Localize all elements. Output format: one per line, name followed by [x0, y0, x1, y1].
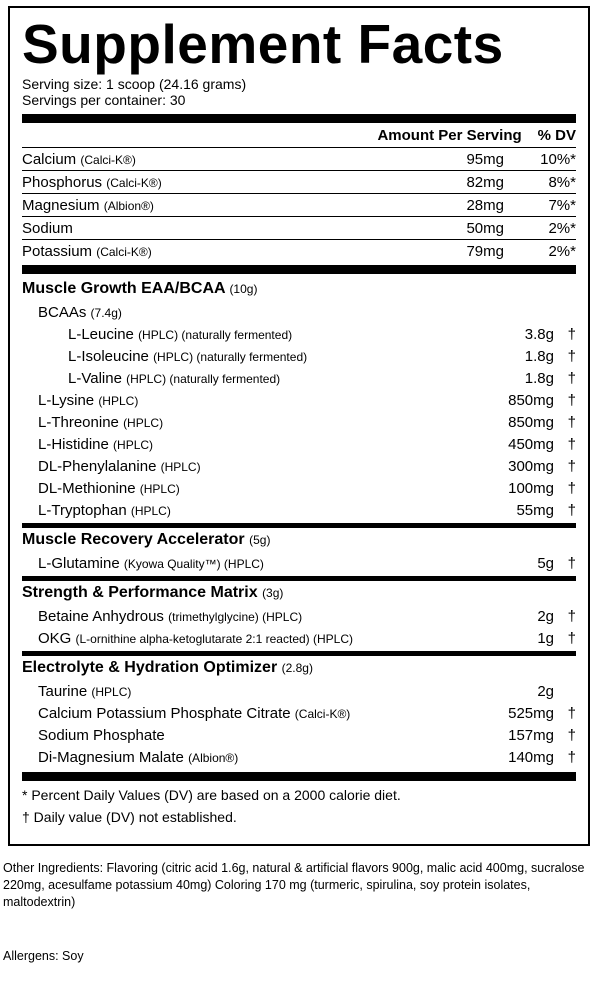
ingredient-row [22, 433, 576, 455]
section-title-recovery [22, 528, 576, 552]
mineral-dv: 7%* [548, 196, 576, 214]
ingredient-row [22, 552, 576, 574]
dagger-mark: † [567, 501, 576, 519]
ingredient-row [22, 411, 576, 433]
ingredient-name: OKG [38, 629, 72, 647]
ingredient-note: (HPLC) [160, 459, 201, 474]
ingredient-name: L-Leucine [68, 325, 134, 343]
other-ingredients: Other Ingredients: Flavoring (citric acid 1.6g, natural & artificial flavors 900g, malic acid 400mg, sucralose 220mg, acesulfame potassium 40mg) Coloring 170 mg (turmeric, spirulina, soy protein isolates, maltodextrin) [3, 861, 585, 909]
ingredient-amount: 525mg [508, 704, 554, 722]
dagger-mark: † [567, 369, 576, 387]
ingredient-amount: 850mg [508, 413, 554, 431]
ingredient-name: L-Threonine [38, 413, 119, 431]
dagger-mark: † [567, 479, 576, 497]
ingredient-note: (HPLC) (naturally fermented) [138, 327, 293, 342]
ingredient-row [22, 499, 576, 521]
mineral-dv: 8%* [548, 173, 576, 191]
ingredient-note: (HPLC) [113, 437, 154, 452]
ingredient-name: DL-Phenylalanine [38, 457, 157, 475]
ingredient-name: L-Tryptophan [38, 501, 127, 519]
ingredient-amount: 2g [537, 682, 554, 700]
ingredient-name: L-Lysine [38, 391, 95, 409]
section-note: (5g) [249, 533, 271, 547]
dagger-mark: † [567, 413, 576, 431]
dagger-mark: † [567, 435, 576, 453]
mineral-note: (Calci-K®) [96, 244, 152, 259]
ingredient-note: (HPLC) (naturally fermented) [126, 371, 281, 386]
mineral-dv: 2%* [548, 219, 576, 237]
ingredient-note: (Calci-K®) [294, 706, 351, 721]
ingredient-name: Taurine [38, 682, 88, 700]
ingredient-row [22, 680, 576, 702]
thick-divider [22, 114, 576, 123]
ingredient-note: (HPLC) (naturally fermented) [153, 349, 308, 364]
dagger-mark: † [567, 347, 576, 365]
supplement-facts-panel [8, 6, 590, 846]
mineral-row [22, 217, 576, 240]
ingredient-amount: 157mg [508, 726, 554, 744]
ingredient-amount: 55mg [516, 501, 554, 519]
ingredient-name: BCAAs [38, 303, 87, 321]
ingredient-name: L-Histidine [38, 435, 109, 453]
ingredient-row [22, 455, 576, 477]
mineral-dv: 10%* [540, 150, 576, 168]
section-title-strength [22, 581, 576, 605]
ingredient-name: L-Valine [68, 369, 122, 387]
ingredient-row [22, 702, 576, 724]
dagger-mark: † [567, 554, 576, 572]
ingredient-name: Di-Magnesium Malate [38, 748, 184, 766]
ingredient-amount: 1g [537, 629, 554, 647]
mineral-note: (Albion®) [103, 198, 154, 213]
section-note: (3g) [262, 586, 284, 600]
mineral-name: Magnesium [22, 196, 100, 214]
mineral-amount: 79mg [466, 242, 504, 260]
mineral-name: Sodium [22, 219, 73, 237]
mineral-note: (Calci-K®) [80, 152, 136, 167]
ingredient-amount: 850mg [508, 391, 554, 409]
mineral-amount: 95mg [466, 150, 504, 168]
ingredient-amount: 300mg [508, 457, 554, 475]
dagger-mark: † [567, 748, 576, 766]
section-title-text: Muscle Growth EAA/BCAA [22, 280, 225, 297]
ingredient-amount: 1.8g [524, 347, 554, 365]
ingredient-note: (7.4g) [90, 305, 122, 320]
section-title-text: Muscle Recovery Accelerator [22, 531, 245, 548]
ingredient-name: L-Glutamine [38, 554, 120, 572]
ingredient-name: Sodium Phosphate [38, 726, 165, 744]
serving-size: Serving size: 1 scoop (24.16 grams) [22, 76, 247, 92]
mineral-name: Potassium [22, 242, 93, 260]
ingredient-amount: 100mg [508, 479, 554, 497]
mineral-name: Phosphorus [22, 173, 103, 191]
dagger-mark: † [567, 457, 576, 475]
dagger-mark: † [567, 704, 576, 722]
section-title-eaa [22, 277, 576, 301]
mineral-name: Calcium [22, 150, 77, 168]
mineral-dv: 2%* [548, 242, 576, 260]
section-title-text: Electrolyte & Hydration Optimizer [22, 659, 278, 676]
mineral-row [22, 171, 576, 194]
ingredient-note: (L-ornithine alpha-ketoglutarate 2:1 reacted) (HPLC) [75, 631, 353, 646]
amount-per-serving-header: Amount Per Serving [377, 126, 522, 144]
section-title-electrolyte [22, 656, 576, 680]
section-note: (2.8g) [281, 661, 313, 675]
ingredient-note: (HPLC) [123, 415, 164, 430]
ingredient-note: (Kyowa Quality™) (HPLC) [123, 556, 264, 571]
dagger-mark: † [567, 325, 576, 343]
ingredient-row [22, 724, 576, 746]
ingredient-note: (HPLC) [130, 503, 171, 518]
section-title-text: Strength & Performance Matrix [22, 584, 258, 601]
ingredient-name: DL-Methionine [38, 479, 136, 497]
ingredient-amount: 1.8g [524, 369, 554, 387]
ingredient-row [22, 389, 576, 411]
thick-divider [22, 265, 576, 274]
column-header [22, 123, 576, 148]
thick-divider [22, 772, 576, 781]
dagger-mark: † [567, 629, 576, 647]
ingredient-note: (HPLC) [139, 481, 180, 496]
ingredient-row [22, 323, 576, 345]
ingredient-row [22, 605, 576, 627]
ingredient-note: (HPLC) [91, 684, 132, 699]
dv-header: % DV [537, 126, 576, 144]
ingredient-amount: 5g [537, 554, 554, 572]
ingredient-name: Calcium Potassium Phosphate Citrate [38, 704, 291, 722]
ingredient-row [22, 627, 576, 649]
mineral-amount: 50mg [466, 219, 504, 237]
ingredient-amount: 3.8g [524, 325, 554, 343]
ingredient-row [22, 746, 576, 768]
dagger-footnote: † Daily value (DV) not established. [22, 809, 237, 825]
ingredient-amount: 2g [537, 607, 554, 625]
mineral-note: (Calci-K®) [106, 175, 162, 190]
mineral-amount: 28mg [466, 196, 504, 214]
ingredient-row [22, 345, 576, 367]
ingredient-row [22, 367, 576, 389]
dagger-mark: † [567, 391, 576, 409]
ingredient-amount: 140mg [508, 748, 554, 766]
dagger-mark: † [567, 726, 576, 744]
percent-dv-footnote: * Percent Daily Values (DV) are based on a 2000 calorie diet. [22, 787, 401, 803]
mineral-row [22, 194, 576, 217]
servings-per-container: Servings per container: 30 [22, 92, 186, 108]
ingredient-amount: 450mg [508, 435, 554, 453]
ingredient-note: (trimethylglycine) (HPLC) [168, 609, 303, 624]
mineral-row [22, 148, 576, 171]
mineral-amount: 82mg [466, 173, 504, 191]
dagger-mark: † [567, 607, 576, 625]
section-note: (10g) [229, 282, 258, 296]
ingredient-note: (HPLC) [98, 393, 139, 408]
mineral-row [22, 240, 576, 262]
bcaa-row [22, 301, 576, 323]
allergens: Allergens: Soy [3, 949, 84, 963]
ingredient-row [22, 477, 576, 499]
ingredient-name: L-Isoleucine [68, 347, 149, 365]
ingredient-note: (Albion®) [188, 750, 239, 765]
panel-title: Supplement Facts [22, 13, 504, 75]
ingredient-name: Betaine Anhydrous [38, 607, 164, 625]
